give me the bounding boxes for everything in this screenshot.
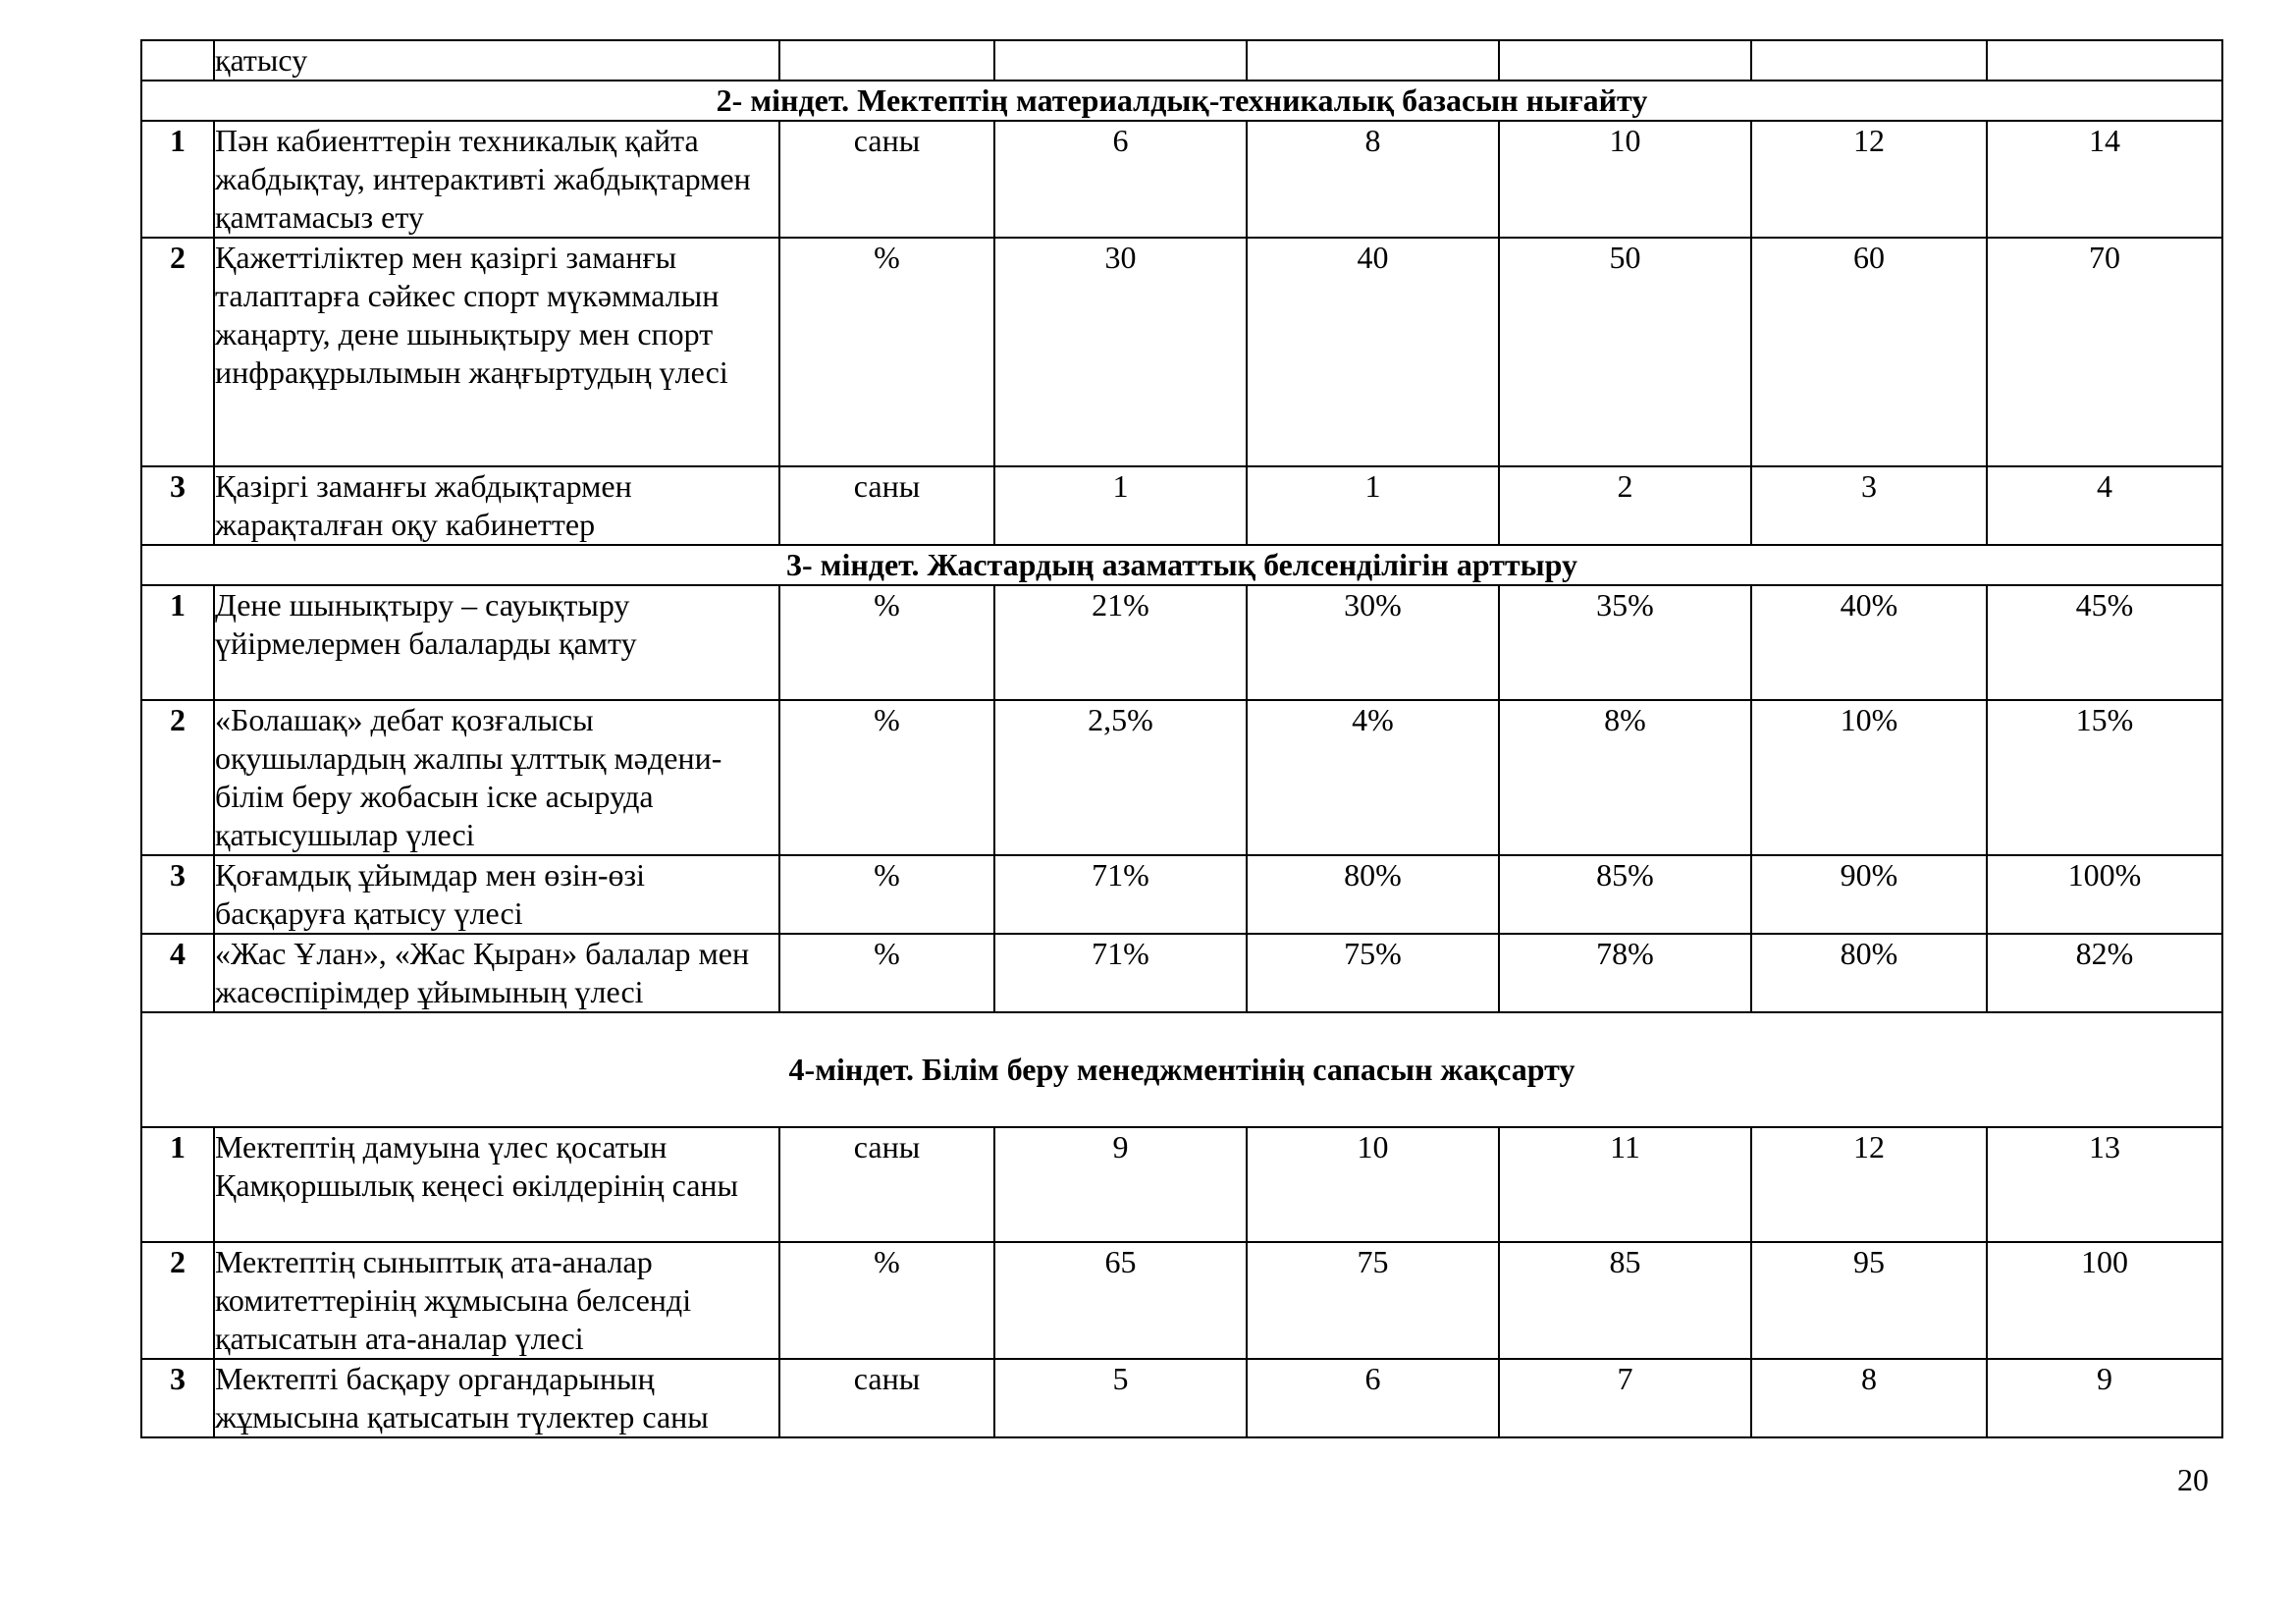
section-header-row [141,1012,2222,1127]
value-cell: 100 [1987,1242,2222,1359]
table-row [141,1242,2222,1359]
value-cell: 75 [1247,1242,1499,1359]
value-cell: 82% [1987,934,2222,1012]
value-cell: 30% [1247,585,1499,700]
indicator-description-cell: Қазіргі заманғы жабдықтармен жарақталған оқу кабинеттер [214,466,779,545]
value-cell: 10% [1751,700,1987,855]
value-cell: 7 [1499,1359,1751,1437]
indicator-description-cell: Қоғамдық ұйымдар мен өзін-өзі басқаруға қатысу үлесі [214,855,779,934]
table-row [141,466,2222,545]
table-row [141,121,2222,238]
row-number-cell [141,40,214,81]
value-cell [1499,40,1751,81]
value-cell: 80% [1751,934,1987,1012]
page-number: 20 [2177,1462,2209,1497]
table-row [141,934,2222,1012]
row-number-cell: 3 [141,855,214,934]
value-cell: 35% [1499,585,1751,700]
value-cell: 8% [1499,700,1751,855]
unit-cell: саны [779,1127,994,1242]
table-row [141,855,2222,934]
value-cell [1987,40,2222,81]
value-cell: 5 [994,1359,1247,1437]
value-cell: 2,5% [994,700,1247,855]
value-cell: 90% [1751,855,1987,934]
indicator-description-cell: Мектепті басқару органдарының жұмысына қатысатын түлектер саны [214,1359,779,1437]
value-cell: 71% [994,855,1247,934]
value-cell: 3 [1751,466,1987,545]
indicator-description-cell: Дене шынықтыру – сауықтыру үйірмелермен балаларды қамту [214,585,779,700]
row-number-cell: 4 [141,934,214,1012]
unit-cell: % [779,585,994,700]
value-cell: 8 [1247,121,1499,238]
value-cell: 78% [1499,934,1751,1012]
value-cell: 85% [1499,855,1751,934]
unit-cell: саны [779,1359,994,1437]
value-cell: 70 [1987,238,2222,466]
unit-cell: % [779,855,994,934]
value-cell: 4 [1987,466,2222,545]
unit-cell: саны [779,466,994,545]
value-cell: 6 [994,121,1247,238]
value-cell: 50 [1499,238,1751,466]
unit-cell: % [779,700,994,855]
value-cell: 21% [994,585,1247,700]
table-row [141,700,2222,855]
table-row [141,238,2222,466]
value-cell: 100% [1987,855,2222,934]
indicator-description-cell: «Жас Ұлан», «Жас Қыран» балалар мен жасөспірімдер ұйымының үлесі [214,934,779,1012]
unit-cell: % [779,1242,994,1359]
value-cell: 11 [1499,1127,1751,1242]
value-cell: 12 [1751,121,1987,238]
value-cell: 15% [1987,700,2222,855]
value-cell: 10 [1247,1127,1499,1242]
indicator-description-cell: Мектептің дамуына үлес қосатын Қамқоршылық кеңесі өкілдерінің саны [214,1127,779,1242]
row-number-cell: 2 [141,1242,214,1359]
unit-cell: % [779,238,994,466]
value-cell: 71% [994,934,1247,1012]
row-number-cell: 2 [141,238,214,466]
section-header-row [141,81,2222,121]
value-cell [1751,40,1987,81]
row-number-cell: 1 [141,1127,214,1242]
table-body [141,40,2222,1437]
value-cell: 4% [1247,700,1499,855]
indicator-description-cell: қатысу [214,40,779,81]
row-number-cell: 3 [141,466,214,545]
value-cell: 1 [994,466,1247,545]
value-cell: 2 [1499,466,1751,545]
table-row [141,40,2222,81]
indicators-table [140,39,2223,1438]
value-cell: 9 [994,1127,1247,1242]
indicator-description-cell: Мектептің сыныптық ата-аналар комитеттерінің жұмысына белсенді қатысатын ата-аналар үлесі [214,1242,779,1359]
table-row [141,1127,2222,1242]
section-title: 4-міндет. Білім беру менеджментінің сапасын жақсарту [141,1012,2222,1127]
value-cell: 10 [1499,121,1751,238]
section-header-row [141,545,2222,585]
indicator-description-cell: «Болашақ» дебат қозғалысы оқушылардың жалпы ұлттық мәдени-білім беру жобасын іске асыруда қатысушылар үлесі [214,700,779,855]
table-row [141,1359,2222,1437]
value-cell: 30 [994,238,1247,466]
indicator-description-cell: Пән кабиенттерін техникалық қайта жабдықтау, интерактивті жабдықтармен қамтамасыз ету [214,121,779,238]
value-cell: 40% [1751,585,1987,700]
section-title: 3- міндет. Жастардың азаматтық белсенділігін арттыру [141,545,2222,585]
value-cell: 8 [1751,1359,1987,1437]
table-row [141,585,2222,700]
unit-cell [779,40,994,81]
unit-cell: % [779,934,994,1012]
value-cell: 85 [1499,1242,1751,1359]
row-number-cell: 1 [141,121,214,238]
value-cell: 14 [1987,121,2222,238]
value-cell: 65 [994,1242,1247,1359]
value-cell: 75% [1247,934,1499,1012]
value-cell: 1 [1247,466,1499,545]
row-number-cell: 2 [141,700,214,855]
value-cell: 80% [1247,855,1499,934]
value-cell: 9 [1987,1359,2222,1437]
value-cell: 60 [1751,238,1987,466]
value-cell: 95 [1751,1242,1987,1359]
section-title: 2- міндет. Мектептің материалдық-техникалық базасын нығайту [141,81,2222,121]
value-cell: 40 [1247,238,1499,466]
unit-cell: саны [779,121,994,238]
value-cell: 13 [1987,1127,2222,1242]
value-cell [994,40,1247,81]
row-number-cell: 1 [141,585,214,700]
indicator-description-cell: Қажеттіліктер мен қазіргі заманғы талаптарға сәйкес спорт мүкәммалын жаңарту, дене шынықтыру мен спорт инфрақұрылымын жаңғыртудың үлесі [214,238,779,466]
row-number-cell: 3 [141,1359,214,1437]
value-cell: 6 [1247,1359,1499,1437]
value-cell: 45% [1987,585,2222,700]
value-cell: 12 [1751,1127,1987,1242]
value-cell [1247,40,1499,81]
